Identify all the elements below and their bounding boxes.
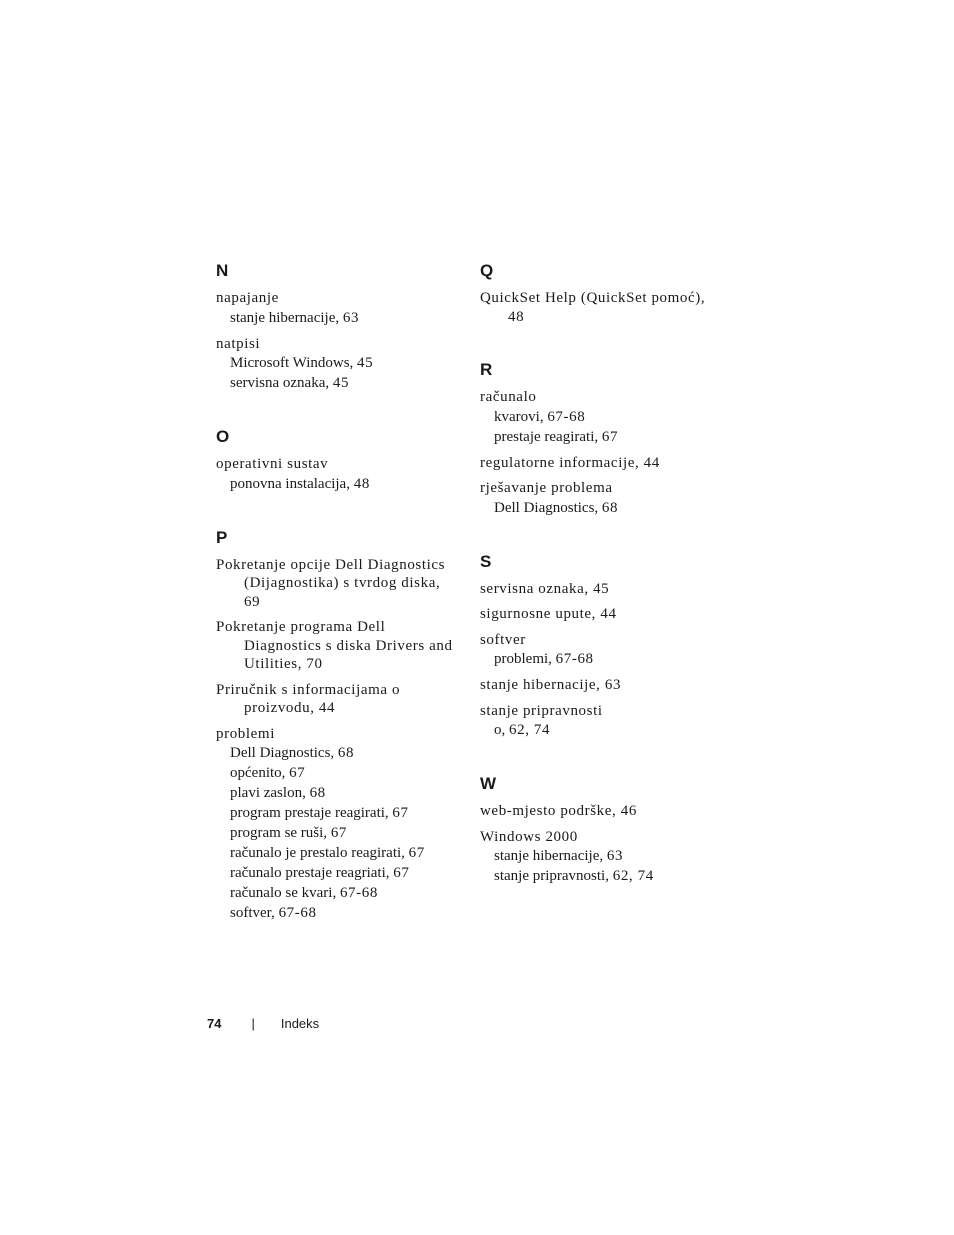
entry-subterm	[480, 720, 720, 740]
index-entry	[480, 605, 720, 624]
entry-subterm	[480, 649, 720, 669]
subterm-pages: 62, 74	[612, 868, 654, 884]
index-entry	[480, 388, 720, 447]
subterm-text: Dell Diagnostics,	[230, 745, 338, 761]
subterm-text: o,	[494, 722, 509, 738]
index-entry	[216, 618, 456, 674]
entry-subterm	[216, 763, 456, 783]
entry-subterm	[216, 883, 456, 903]
index-entry	[216, 725, 456, 924]
index-entry	[480, 631, 720, 670]
subterm-pages: 68	[309, 785, 326, 801]
index-column-right	[480, 261, 720, 920]
subterm-pages: 63	[606, 848, 624, 864]
page-footer	[207, 1016, 319, 1032]
index-entry	[480, 676, 720, 695]
subterm-pages: 67	[601, 428, 619, 445]
index-section	[216, 528, 456, 924]
subterm-text: plavi zaslon,	[230, 785, 310, 801]
subterm-pages: 45	[332, 375, 350, 391]
subterm-text: prestaje reagirati,	[494, 428, 602, 445]
index-section	[216, 427, 456, 494]
index-entry	[480, 289, 720, 326]
index-entry	[480, 454, 720, 473]
entry-subterm	[480, 846, 720, 866]
entry-term: rješavanje problema	[480, 480, 613, 496]
entry-term: natpisi	[216, 335, 261, 352]
index-section	[480, 774, 720, 886]
entry-term: napajanje	[216, 290, 279, 306]
subterm-text: problemi,	[494, 651, 556, 667]
entry-subterm	[216, 783, 456, 803]
section-letter: S	[480, 551, 492, 571]
subterm-text: računalo prestaje reagriati,	[230, 865, 394, 881]
subterm-pages: 67-68	[555, 651, 594, 667]
subterm-pages: 67-68	[278, 905, 317, 921]
entry-subterm	[216, 823, 456, 843]
entry-term: stanje pripravnosti	[480, 702, 603, 719]
entry-term: sigurnosne upute, 44	[480, 606, 617, 622]
subterm-pages: 67	[408, 845, 425, 861]
index-section	[480, 360, 720, 518]
entry-subterm	[480, 427, 720, 447]
entry-subterm	[480, 407, 720, 427]
entry-term: stanje hibernacije, 63	[480, 677, 622, 693]
index-section	[480, 552, 720, 741]
subterm-pages: 67-68	[547, 408, 586, 425]
subterm-text: program se ruši,	[230, 825, 331, 841]
index-entry	[480, 828, 720, 887]
footer-label: Indeks	[280, 1016, 320, 1031]
subterm-pages: 67	[289, 765, 306, 781]
entry-term: Pokretanje programa Dell Diagnostics s diska Drivers and Utilities, 70	[216, 619, 453, 672]
index-entry	[216, 335, 456, 394]
section-letter: N	[216, 261, 229, 280]
subterm-text: računalo se kvari,	[230, 885, 340, 901]
subterm-text: kvarovi,	[494, 408, 548, 425]
index-entry	[480, 479, 720, 518]
entry-term: problemi	[216, 725, 275, 742]
section-letter: O	[216, 427, 230, 446]
entry-subterm	[216, 843, 456, 863]
index-entry	[480, 580, 720, 599]
entry-term: računalo	[480, 389, 537, 405]
index-entry	[216, 556, 456, 612]
entry-subterm	[216, 743, 456, 763]
entry-term: Windows 2000	[480, 828, 578, 845]
entry-term: operativni sustav	[216, 456, 329, 472]
entry-term: regulatorne informacije, 44	[480, 454, 660, 471]
subterm-pages: 68	[601, 499, 619, 516]
subterm-text: softver,	[230, 905, 279, 921]
subterm-text: program prestaje reagirati,	[230, 805, 393, 821]
subterm-text: Microsoft Windows,	[230, 355, 358, 371]
entry-subterm	[480, 498, 720, 518]
entry-subterm	[216, 353, 456, 373]
entry-subterm	[216, 903, 456, 923]
index-entry	[480, 702, 720, 741]
entry-subterm	[216, 474, 456, 494]
section-letter: Q	[480, 261, 494, 280]
subterm-text: ponovna instalacija,	[230, 475, 354, 492]
index-entry	[216, 289, 456, 328]
subterm-pages: 68	[337, 745, 355, 761]
entry-term: web-mjesto podrške, 46	[480, 803, 637, 819]
entry-subterm	[216, 863, 456, 883]
entry-subterm	[216, 308, 456, 328]
index-entry	[216, 681, 456, 718]
index-section	[216, 261, 456, 393]
index-column-left	[216, 261, 456, 957]
subterm-text: stanje hibernacije,	[494, 848, 607, 864]
subterm-pages: 48	[353, 475, 370, 492]
section-letter: R	[480, 360, 493, 379]
page-number: 74	[207, 1016, 222, 1031]
entry-term: Priručnik s informacijama o proizvodu, 44	[216, 681, 401, 716]
entry-subterm	[480, 866, 720, 886]
entry-term: softver	[480, 631, 526, 648]
subterm-pages: 67	[393, 865, 410, 881]
section-letter: P	[216, 527, 228, 547]
footer-separator: |	[251, 1016, 255, 1031]
index-entry	[480, 802, 720, 821]
subterm-text: stanje pripravnosti,	[494, 868, 613, 884]
subterm-pages: 45	[357, 355, 374, 371]
subterm-pages: 67-68	[339, 885, 378, 901]
entry-term: QuickSet Help (QuickSet pomoć), 48	[480, 290, 706, 325]
entry-subterm	[216, 373, 456, 393]
index-section	[480, 261, 720, 326]
subterm-pages: 62, 74	[509, 722, 551, 738]
subterm-pages: 67	[330, 825, 348, 841]
entry-term: servisna oznaka, 45	[480, 580, 610, 597]
subterm-text: općenito,	[230, 765, 290, 781]
subterm-text: Dell Diagnostics,	[494, 499, 602, 516]
subterm-pages: 67	[392, 805, 409, 821]
section-letter: W	[480, 774, 497, 793]
entry-subterm	[216, 803, 456, 823]
index-entry	[216, 455, 456, 494]
entry-term: Pokretanje opcije Dell Diagnostics (Dijagnostika) s tvrdog diska, 69	[216, 556, 446, 610]
subterm-text: servisna oznaka,	[230, 375, 333, 391]
subterm-text: stanje hibernacije,	[230, 309, 343, 326]
subterm-text: računalo je prestalo reagirati,	[230, 845, 409, 861]
subterm-pages: 63	[342, 309, 360, 326]
